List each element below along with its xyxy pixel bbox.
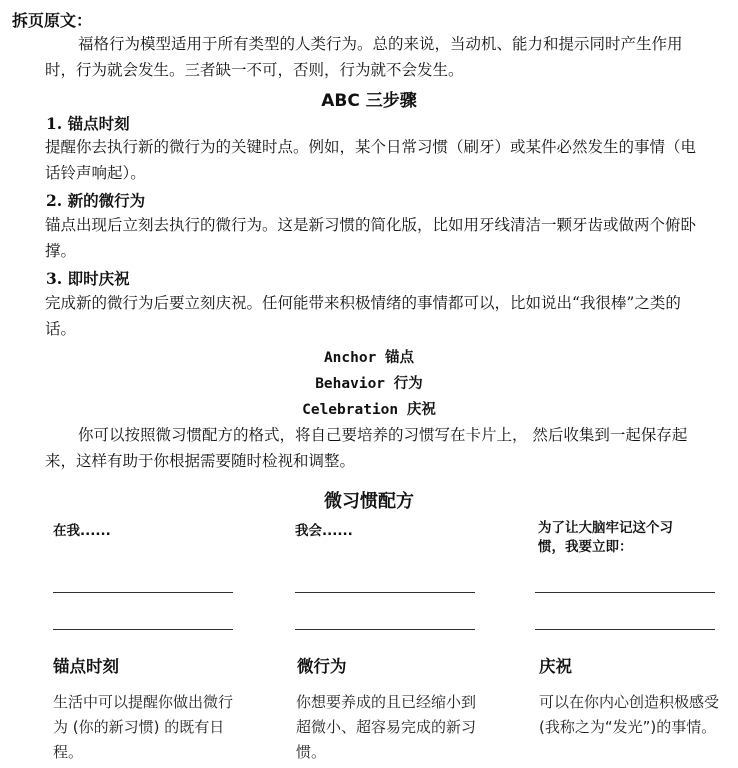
step-2-heading: 2. 新的微行为 xyxy=(46,191,146,210)
step-1-heading: 1. 锚点时刻 xyxy=(46,114,130,133)
steps-title: ABC 三步骤 xyxy=(321,91,417,111)
behavior-prompt: 我会...... xyxy=(295,523,353,539)
behavior-blank-line-1 xyxy=(295,592,475,593)
step-3-heading: 3. 即时庆祝 xyxy=(46,269,130,288)
abc-term-behavior: Behavior 行为 xyxy=(315,376,423,392)
step-2-text: 锚点出现后立刻去执行的微行为。这是新习惯的简化版，比如用牙线清洁一颗牙齿或做两个俯卧撑。 xyxy=(45,216,697,260)
abc-term-anchor: Anchor 锚点 xyxy=(323,350,415,366)
anchor-blank-line-1 xyxy=(53,592,233,593)
recipe-title: 微习惯配方 xyxy=(324,491,414,512)
anchor-description: 生活中可以提醒你做出微行为 (你的新习惯) 的既有日程。 xyxy=(53,693,234,761)
recipe-intro-paragraph: 你可以按照微习惯配方的格式，将自己要培养的习惯写在卡片上， 然后收集到一起保存起来，这样有助于你根据需要随时检视和调整。 xyxy=(45,426,688,470)
anchor-prompt: 在我...... xyxy=(53,523,111,539)
celebration-description: 可以在你内心创造积极感受(我称之为“发光”)的事情。 xyxy=(539,693,720,736)
celebration-term: 庆祝 xyxy=(539,657,572,676)
celebration-prompt: 为了让大脑牢记这个习惯，我要立即： xyxy=(538,520,673,555)
celebration-blank-line-1 xyxy=(535,592,715,593)
anchor-blank-line-2 xyxy=(53,629,233,630)
section-label: 拆页原文： xyxy=(12,11,93,30)
behavior-blank-line-2 xyxy=(295,629,475,630)
behavior-term: 微行为 xyxy=(297,657,347,676)
step-1-text: 提醒你去执行新的微行为的关键时点。例如，某个日常习惯（刷牙）或某件必然发生的事情（电话铃声响起）。 xyxy=(45,138,697,182)
celebration-blank-line-2 xyxy=(535,629,715,630)
recipe-column-behavior xyxy=(295,522,480,541)
step-3-text: 完成新的微行为后要立刻庆祝。任何能带来积极情绪的事情都可以，比如说出“我很棒”之类的话。 xyxy=(45,294,681,338)
anchor-term: 锚点时刻 xyxy=(53,657,119,676)
recipe-column-anchor xyxy=(53,522,238,541)
abc-term-celebration: Celebration 庆祝 xyxy=(302,402,436,418)
recipe-column-celebration xyxy=(538,519,698,557)
behavior-description: 你想要养成的且已经缩小到超微小、超容易完成的新习惯。 xyxy=(296,693,477,761)
intro-paragraph: 福格行为模型适用于所有类型的人类行为。总的来说，当动机、能力和提示同时产生作用时，行为就会发生。三者缺一不可，否则，行为就不会发生。 xyxy=(45,35,683,79)
